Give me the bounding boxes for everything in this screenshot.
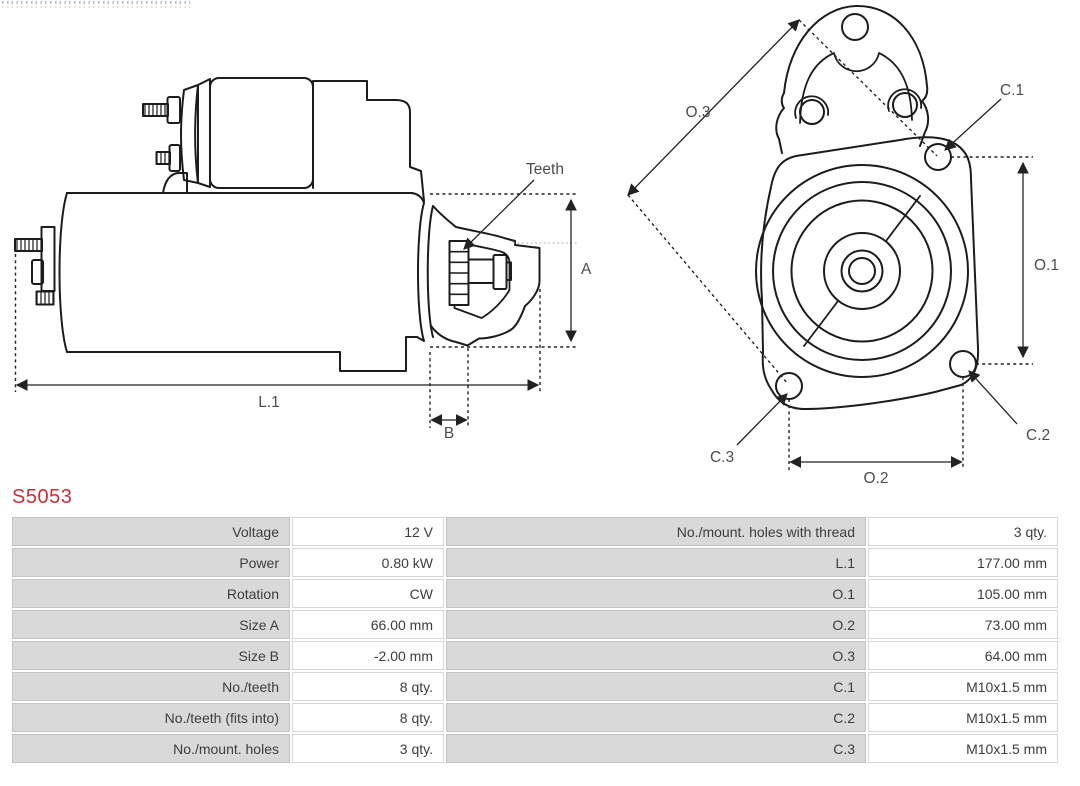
spec-left-value: 8 qty. [292,672,444,701]
spec-row [12,641,1058,670]
dim-l1-label: L.1 [258,394,280,411]
spec-left-label: Power [12,548,290,577]
spec-right-value: 105.00 mm [868,579,1058,608]
spec-left-value: 8 qty. [292,703,444,732]
spec-right-label: C.1 [446,672,866,701]
spec-left-value: 66.00 mm [292,610,444,639]
spec-right-label: No./mount. holes with thread [446,517,866,546]
side-view [15,78,592,442]
mount-hole-c3 [776,373,802,399]
spec-left-label: Size B [12,641,290,670]
spec-left-label: Size A [12,610,290,639]
spec-right-value: 64.00 mm [868,641,1058,670]
dimension-annotations-front [628,20,1033,470]
dim-b-label: B [443,425,455,442]
spec-left-label: Voltage [12,517,290,546]
spec-table [10,515,1060,765]
dim-o3-label: O.3 [685,104,711,121]
spec-right-value: M10x1.5 mm [868,672,1058,701]
spec-table-body [12,517,1058,763]
c3-pointer-line [737,394,787,445]
yoke-top-hole [842,14,868,40]
dim-line-o3 [628,20,799,195]
spec-left-label: No./teeth [12,672,290,701]
spec-right-label: C.3 [446,734,866,763]
starter-motor-front-outline [756,6,978,409]
spec-right-label: C.2 [446,703,866,732]
teeth-label: Teeth [526,161,564,178]
spec-left-label: No./mount. holes [12,734,290,763]
starter-motor-side-outline [15,78,540,371]
spec-right-label: O.2 [446,610,866,639]
spec-row [12,517,1058,546]
spec-row [12,672,1058,701]
yoke-right-hole [893,93,917,117]
c1-pointer-line [945,99,1001,150]
spec-row [12,610,1058,639]
spec-left-value: CW [292,579,444,608]
spec-right-value: 177.00 mm [868,548,1058,577]
dim-o2-label: O.2 [863,470,889,487]
spec-left-label: Rotation [12,579,290,608]
spec-row [12,703,1058,732]
dimension-annotations-side [16,180,579,428]
mount-hole-c2 [950,351,976,377]
spec-right-label: O.3 [446,641,866,670]
yoke-left-hole [800,100,824,124]
spec-left-value: 12 V [292,517,444,546]
dim-c1-label: C.1 [1000,82,1025,99]
front-view [628,6,1059,487]
spec-right-value: M10x1.5 mm [868,734,1058,763]
spec-right-label: O.1 [446,579,866,608]
spec-right-value: 3 qty. [868,517,1058,546]
spec-left-value: -2.00 mm [292,641,444,670]
spec-right-value: M10x1.5 mm [868,703,1058,732]
teeth-pointer-line [464,180,534,249]
dim-c2-label: C.2 [1026,427,1051,444]
spec-right-value: 73.00 mm [868,610,1058,639]
part-number: S5053 [12,486,73,508]
spec-left-value: 0.80 kW [292,548,444,577]
spec-left-value: 3 qty. [292,734,444,763]
dim-c3-label: C.3 [709,449,735,466]
spec-row [12,734,1058,763]
spec-right-label: L.1 [446,548,866,577]
spec-row [12,548,1058,577]
spec-row [12,579,1058,608]
dim-a-label: A [581,261,592,278]
spec-left-label: No./teeth (fits into) [12,703,290,732]
c2-pointer-line [969,371,1017,424]
dim-o1-label: O.1 [1034,257,1059,274]
